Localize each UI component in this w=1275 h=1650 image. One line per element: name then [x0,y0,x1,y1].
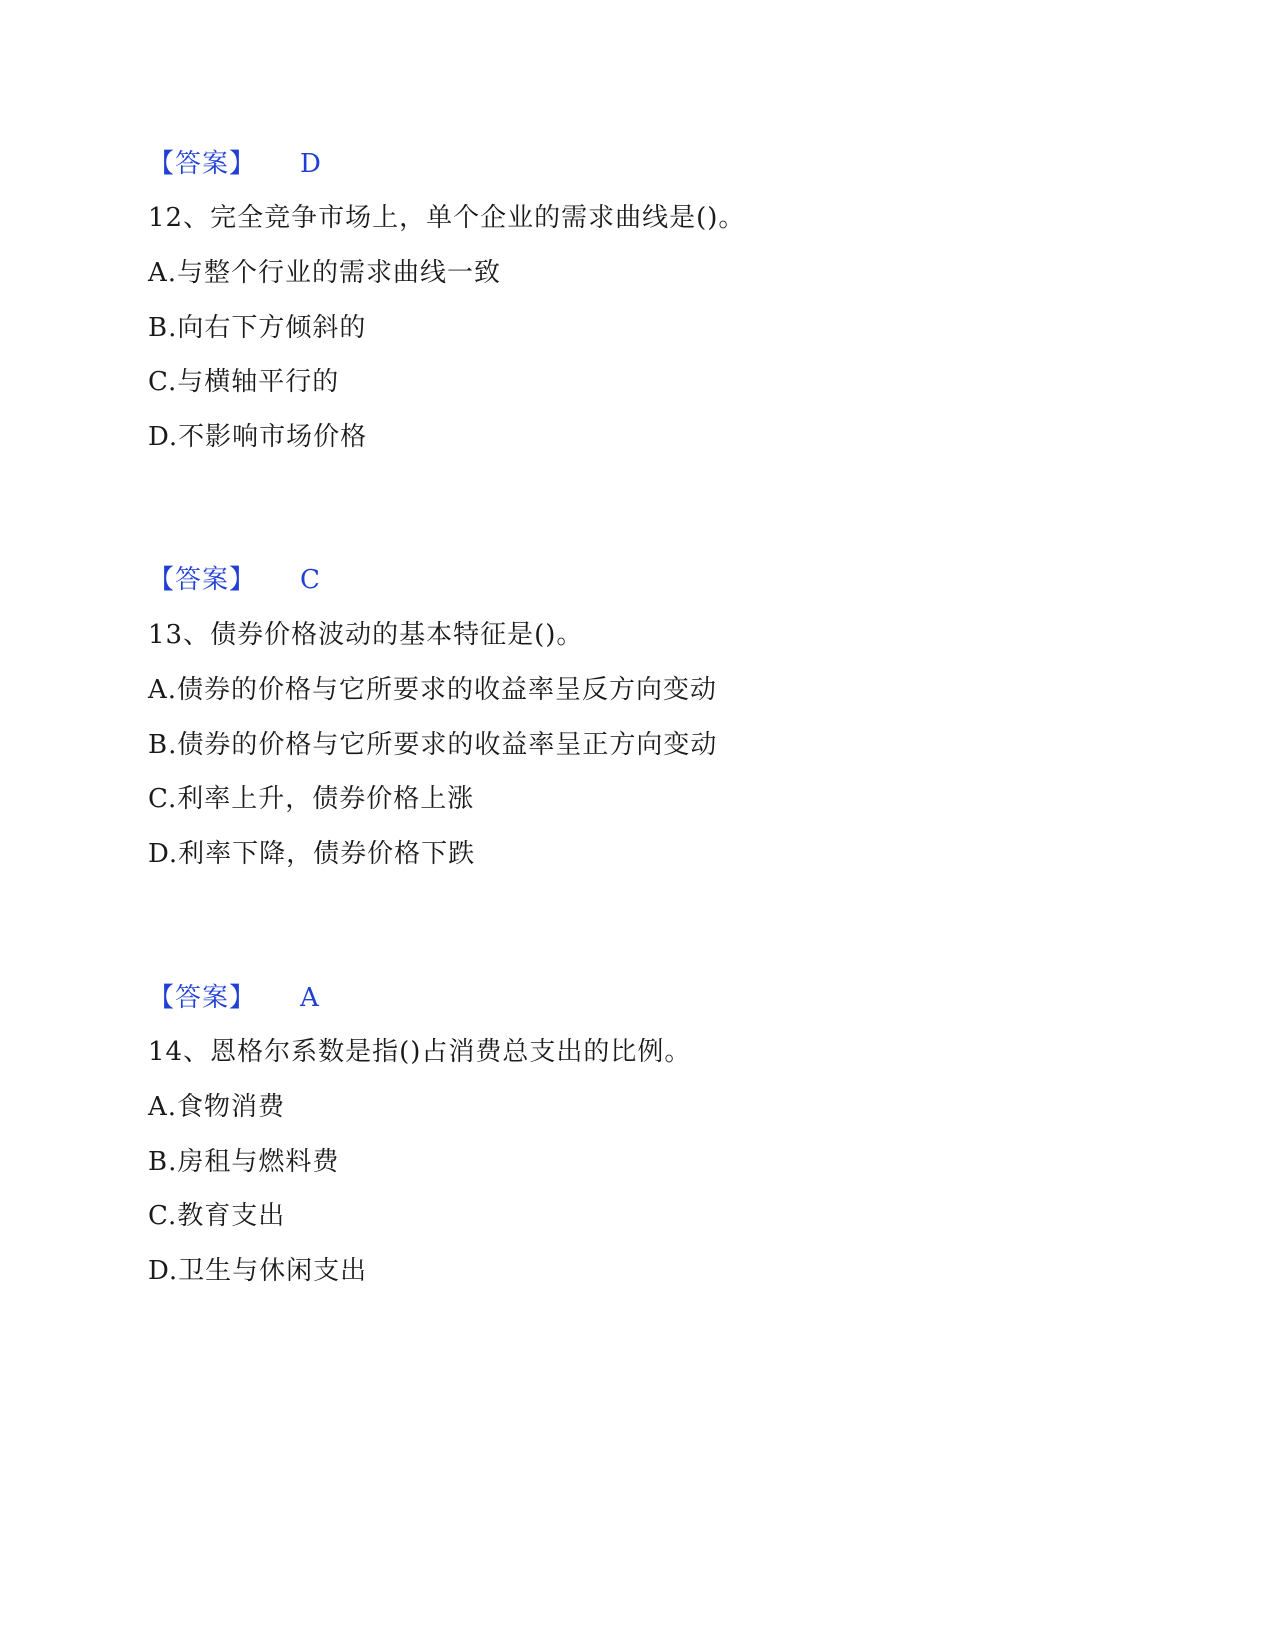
option-b: B.向右下方倾斜的 [148,313,367,343]
answer-line [148,563,321,597]
answer-label: 【答案】 [148,149,257,179]
answer-label: 【答案】 [148,565,257,595]
option-c: C.教育支出 [148,1201,286,1231]
answer-line [148,147,322,181]
answer-value: D [300,149,322,179]
option-d: D.利率下降，债券价格下跌 [148,839,476,869]
option-c: C.与横轴平行的 [148,367,340,397]
question-text: 12、完全竞争市场上，单个企业的需求曲线是()。 [148,203,746,233]
option-d: D.不影响市场价格 [148,422,368,452]
answer-value: A [300,983,320,1013]
option-a: A.与整个行业的需求曲线一致 [148,258,502,288]
option-b: B.房租与燃料费 [148,1147,340,1177]
option-d: D.卫生与休闲支出 [148,1256,368,1286]
option-c: C.利率上升，债券价格上涨 [148,784,475,814]
question-text: 13、债券价格波动的基本特征是()。 [148,620,584,650]
answer-value: C [300,565,321,595]
answer-line [148,981,320,1015]
question-text: 14、恩格尔系数是指()占消费总支出的比例。 [148,1037,692,1067]
option-a: A.食物消费 [148,1092,286,1122]
option-a: A.债券的价格与它所要求的收益率呈反方向变动 [148,675,718,705]
option-b: B.债券的价格与它所要求的收益率呈正方向变动 [148,730,718,760]
answer-label: 【答案】 [148,983,257,1013]
